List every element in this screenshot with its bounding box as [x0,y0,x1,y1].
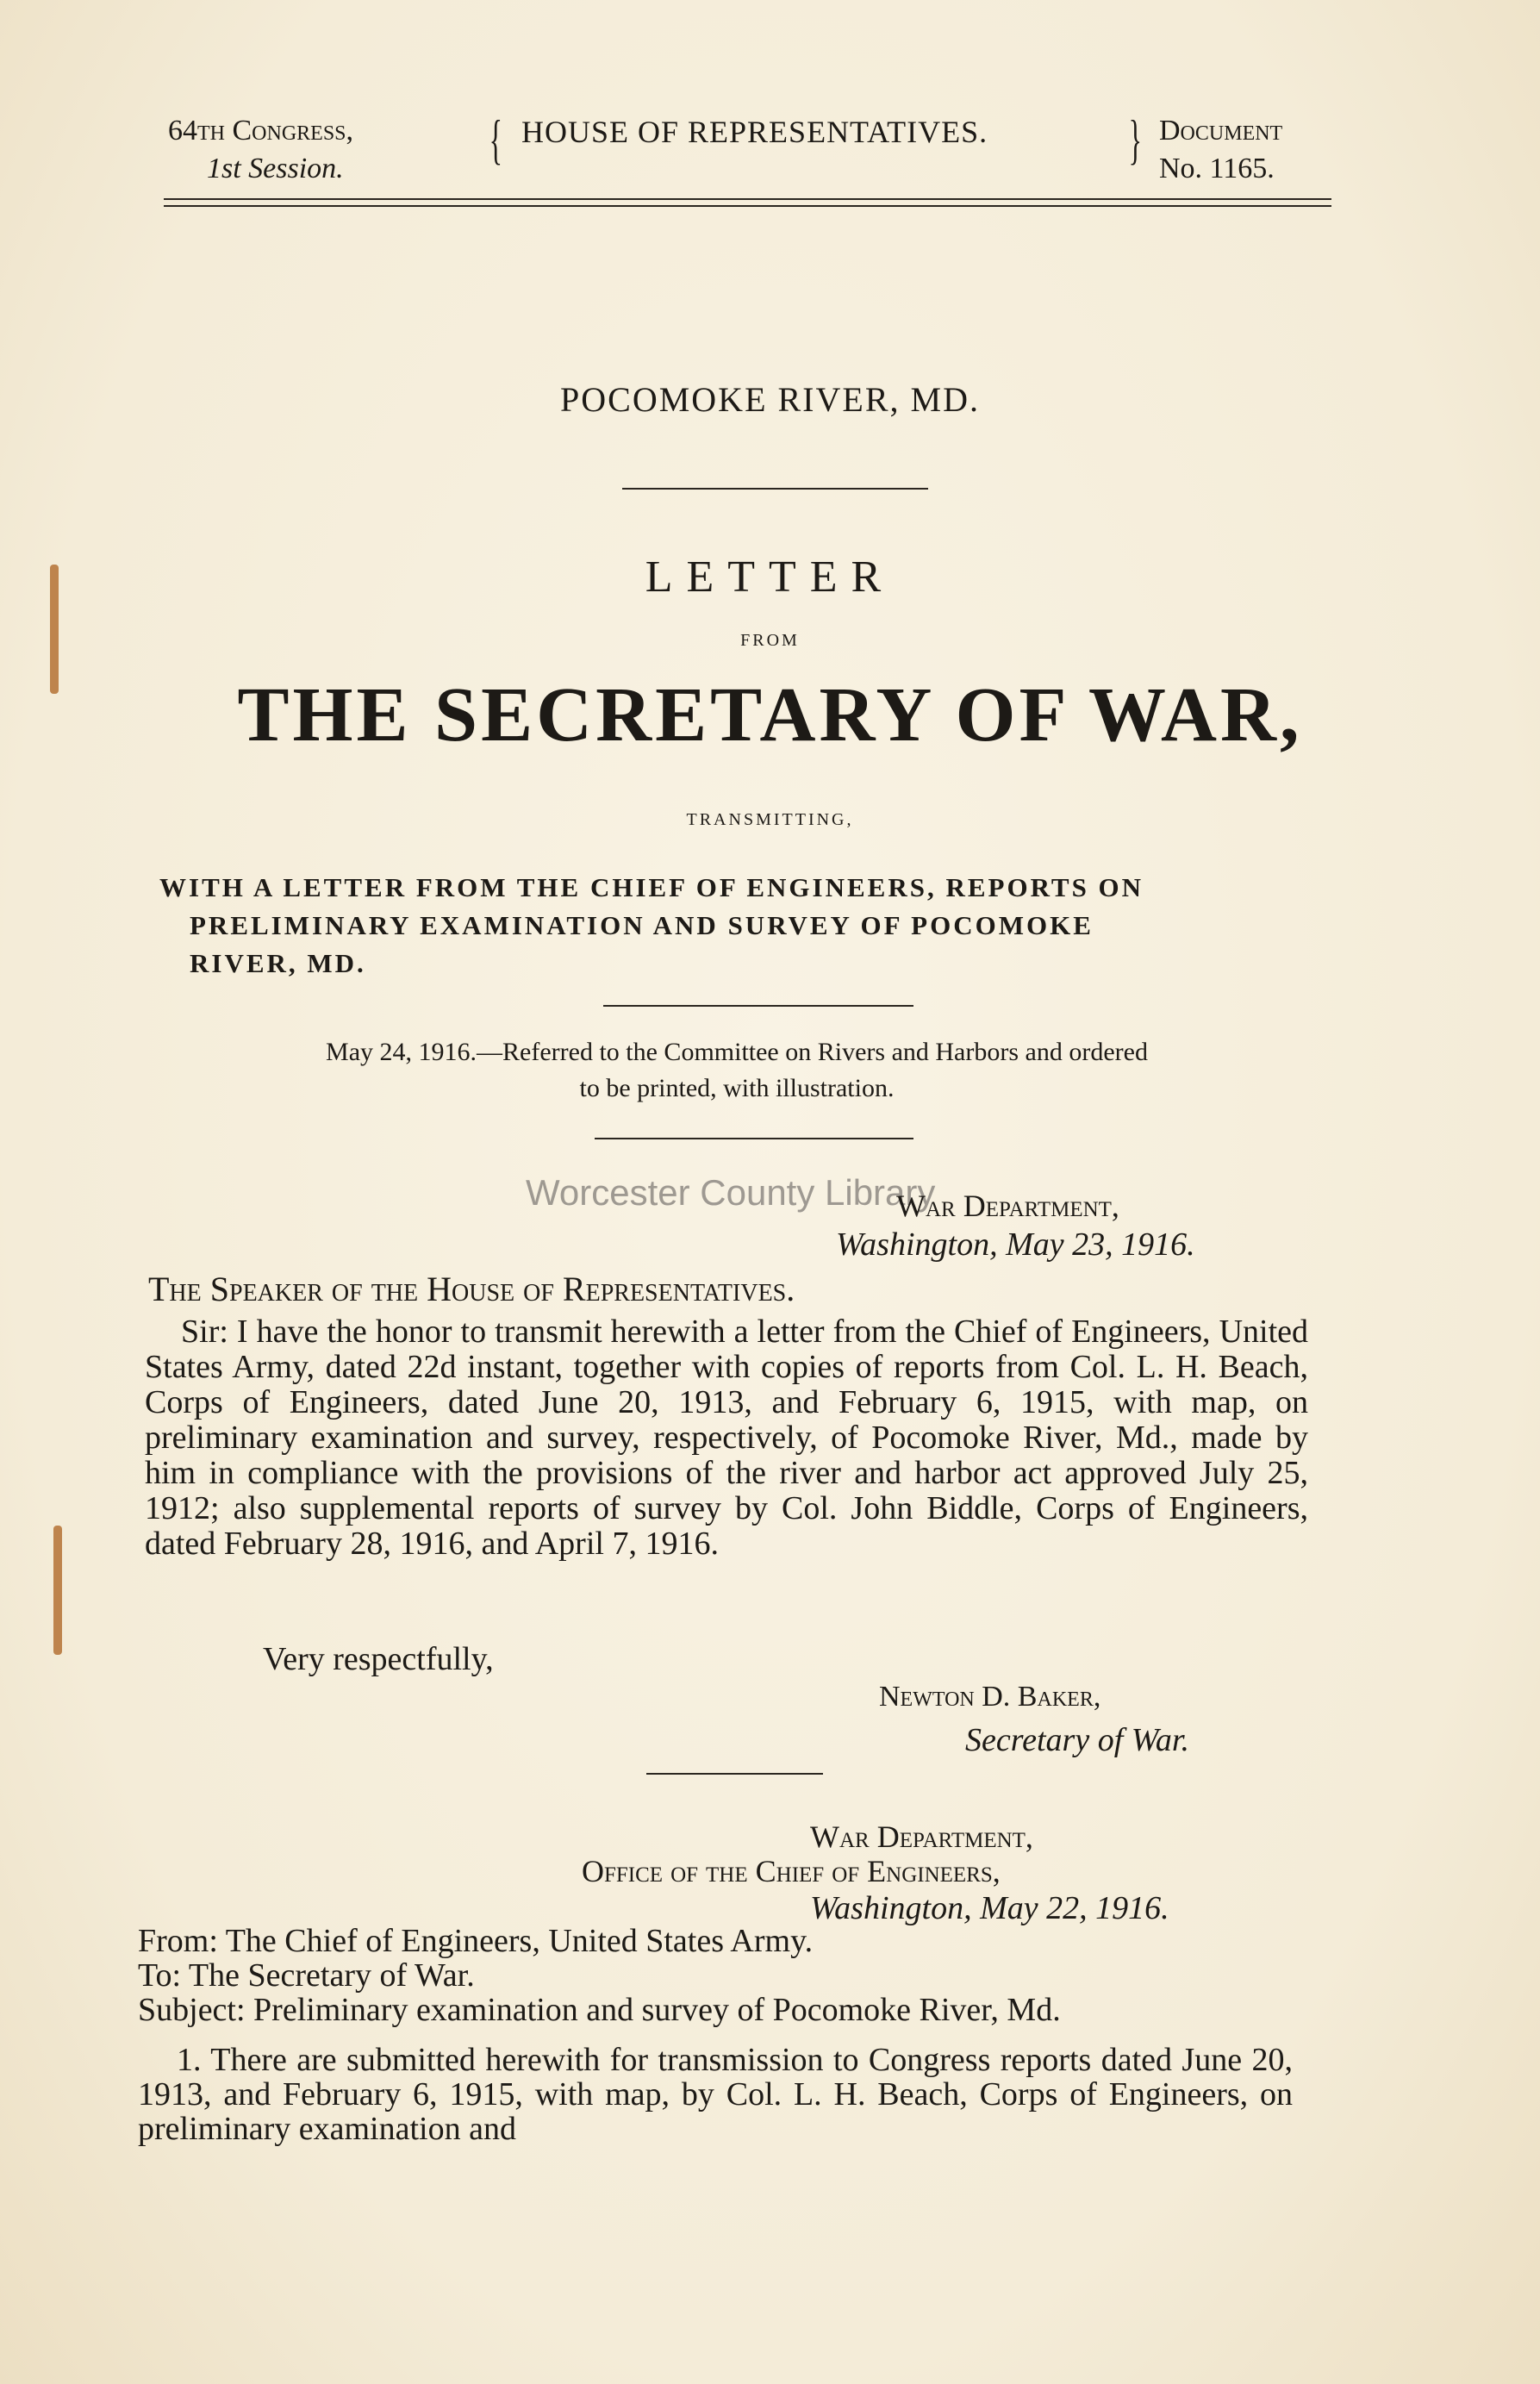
secretary-heading: THE SECRETARY OF WAR, [237,672,1303,758]
letter1-body [145,1314,1308,1562]
letter2-subject: Subject: Preliminary examination and survey of Pocomoke River, Md. [138,1992,1061,2028]
divider-2 [603,1005,913,1007]
header-document [1159,112,1282,188]
letter2-dept: War Department, [810,1819,1033,1854]
letter2-paragraph-1: 1. There are submitted herewith for transmission to Congress reports dated June 20, 1913, and February 6, 1915, with map, by Col. L. H. Beach, Corps of Engineers, on preliminary examination and [138,2042,1293,2147]
binding-stain-bottom [53,1526,62,1655]
letter1-addressee: The Speaker of the House of Representatives. [148,1270,795,1308]
letter-heading: LETTER [645,552,895,602]
subject-block [159,869,1314,983]
from-label: FROM [740,631,800,650]
letter1-closing: Very respectfully, [263,1641,494,1677]
river-title: POCOMOKE RIVER, MD. [560,380,980,419]
letter2-memo [138,1924,1061,2027]
house-label: HOUSE OF REPRESENTATIVES. [521,115,988,149]
document-label: Document [1159,115,1283,147]
subject-line-3: RIVER, MD. [190,948,366,978]
subject-line-2: PRELIMINARY EXAMINATION AND SURVEY OF POCOMOKE [190,910,1094,940]
library-watermark: Worcester County Library [526,1172,936,1213]
referral-line-2: to be printed, with illustration. [579,1074,895,1102]
letter1-date: Washington, May 23, 1916. [836,1226,1195,1263]
header-rule-top [164,198,1331,200]
divider-1 [622,488,928,490]
subject-line-1: WITH A LETTER FROM THE CHIEF OF ENGINEERS, REPORTS ON [159,872,1144,902]
referral-line-1: May 24, 1916.—Referred to the Committee on Rivers and Harbors and ordered [326,1038,1148,1066]
right-brace: } [1128,109,1143,170]
session-label: 1st Session. [207,153,344,184]
letter1-signer-title: Secretary of War. [965,1722,1189,1758]
header-congress [168,112,353,188]
letter1-signer: Newton D. Baker, [879,1681,1101,1713]
congress-label: 64th Congress, [168,115,354,147]
letter2-body [138,2043,1293,2146]
header-rule-bottom [164,205,1331,207]
letter2-office: Office of the Chief of Engineers, [582,1854,1001,1888]
referral-note [155,1034,1319,1107]
letter2-date: Washington, May 22, 1916. [810,1890,1169,1926]
document-number: No. 1165. [1159,153,1275,184]
letter1-dept: War Department, [896,1189,1119,1223]
divider-3 [595,1138,913,1139]
transmitting-label: TRANSMITTING, [686,810,854,829]
left-brace: { [489,109,503,170]
letter2-from: From: The Chief of Engineers, United States Army. [138,1923,814,1959]
letter1-paragraph: Sir: I have the honor to transmit herewith a letter from the Chief of Engineers, United States Army, dated 22d instant, together with copies of reports from Col. L. H. Beach, Corps of Engineers, dated June 20, 1913, and February 6, 1915, with map, on preliminary examination and survey, respectively, of Pocomoke River, Md., made by him in compliance with the provisions of the river and harbor act approved July 25, 1912; also supplemental reports of survey by Col. John Biddle, Corps of Engineers, dated February 28, 1916, and April 7, 1916. [145,1314,1308,1562]
letter2-to: To: The Secretary of War. [138,1957,475,1994]
divider-4 [646,1773,823,1775]
